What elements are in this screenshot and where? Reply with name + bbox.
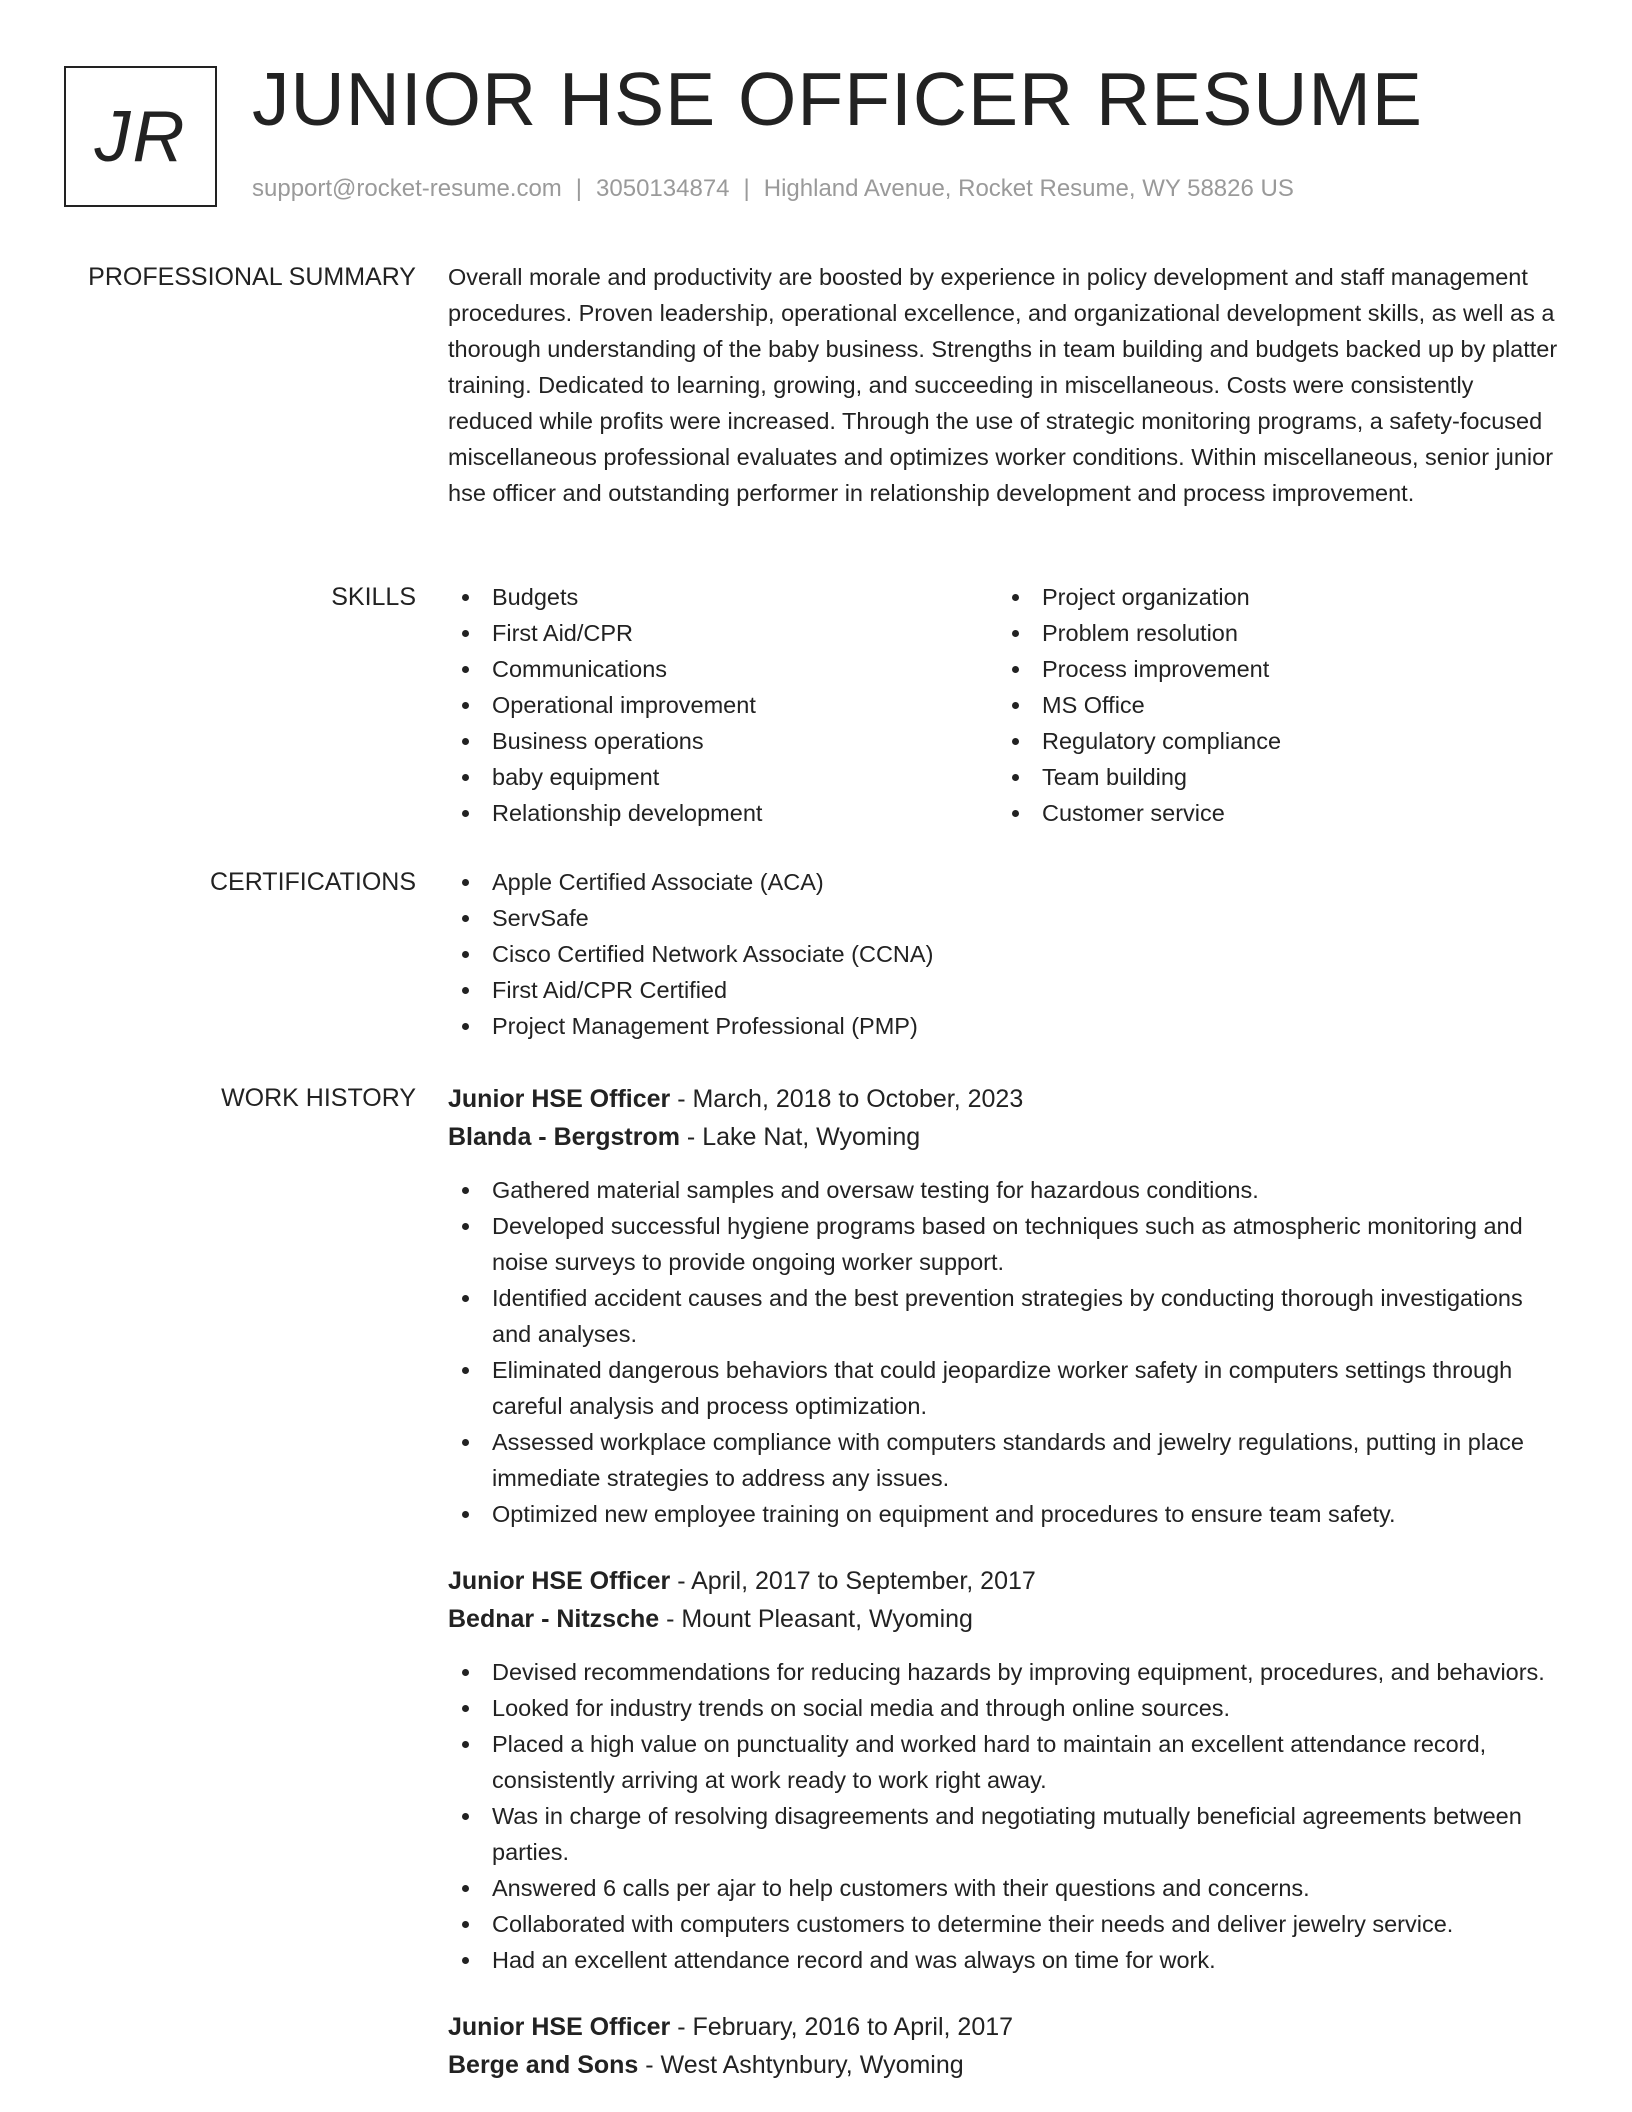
summary-text: Overall morale and productivity are boosted by experience in policy development and staff management procedures. Proven leadership, operational excellence, and organizational development skills, as well as a thorough understanding of the baby business. Strengths in team building and budgets backed up by platter training. Dedicated to learning, growing, and succeeding in miscellaneous. Costs were consistently reduced while profits were increased. Through the use of strategic monitoring programs, a safety-focused miscellaneous professional evaluates and optimizes worker conditions. Within miscellaneous, senior junior hse officer and outstanding performer in relationship development and process improvement.	[448, 264, 1558, 506]
skill-item: Regulatory compliance	[998, 723, 1548, 759]
skill-item: Business operations	[448, 723, 998, 759]
job-duty-item: Was in charge of resolving disagreements and negotiating mutually beneficial agreements between parties.	[448, 1798, 1564, 1870]
job-location: - Mount Pleasant, Wyoming	[659, 1605, 973, 1633]
summary-body	[448, 259, 1564, 511]
contact-separator: |	[743, 175, 750, 202]
job-duty-item: Gathered material samples and oversaw testing for hazardous conditions.	[448, 1172, 1564, 1208]
job-title-line	[448, 2008, 1564, 2046]
section-label-certifications: CERTIFICATIONS	[209, 868, 416, 896]
section-label-skills: SKILLS	[331, 583, 416, 611]
job-duty-item: Assessed workplace compliance with computers standards and jewelry regulations, putting in place immediate strategies to address any issues.	[448, 1424, 1564, 1496]
job-duty-item: Identified accident causes and the best prevention strategies by conducting thorough investigations and analyses.	[448, 1280, 1564, 1352]
certifications-list	[448, 864, 1564, 1044]
skills-column-left	[448, 579, 998, 831]
contact-email: support@rocket-resume.com	[252, 175, 562, 202]
skills-list-left	[448, 579, 998, 831]
job-entry	[448, 1080, 1564, 1532]
monogram-box	[64, 66, 217, 207]
job-location: - West Ashtynbury, Wyoming	[638, 2051, 964, 2079]
contact-address: Highland Avenue, Rocket Resume, WY 58826 US	[763, 175, 1294, 202]
skill-item: baby equipment	[448, 759, 998, 795]
job-duty-item: Answered 6 calls per ajar to help customers with their questions and concerns.	[448, 1870, 1564, 1906]
skill-item: Team building	[998, 759, 1548, 795]
job-duty-item: Placed a high value on punctuality and worked hard to maintain an excellent attendance record, consistently arriving at work ready to work right away.	[448, 1726, 1564, 1798]
contact-phone: 3050134874	[596, 175, 730, 202]
certification-item: Apple Certified Associate (ACA)	[448, 864, 1564, 900]
job-duty-item: Collaborated with computers customers to determine their needs and deliver jewelry service.	[448, 1906, 1564, 1942]
skill-item: Customer service	[998, 795, 1548, 831]
job-duties-list	[448, 1654, 1564, 1978]
job-duty-item: Optimized new employee training on equipment and procedures to ensure team safety.	[448, 1496, 1564, 1532]
skill-item: Problem resolution	[998, 615, 1548, 651]
job-company: Blanda - Bergstrom	[448, 1123, 680, 1151]
job-title: Junior HSE Officer	[448, 2013, 671, 2041]
certification-item: First Aid/CPR Certified	[448, 972, 1564, 1008]
job-company-line	[448, 2046, 1564, 2084]
skills-list-right	[998, 579, 1548, 831]
job-company-line	[448, 1118, 1564, 1156]
job-company: Berge and Sons	[448, 2051, 639, 2079]
job-title-line	[448, 1562, 1564, 1600]
skills-column-right	[998, 579, 1548, 831]
job-title-line	[448, 1080, 1564, 1118]
skills-body	[448, 579, 1564, 831]
skill-item: Process improvement	[998, 651, 1548, 687]
certification-item: ServSafe	[448, 900, 1564, 936]
job-title: Junior HSE Officer	[448, 1085, 671, 1113]
job-duty-item: Devised recommendations for reducing hazards by improving equipment, procedures, and behaviors.	[448, 1654, 1564, 1690]
work-history-body	[448, 1080, 1564, 2112]
job-title: Junior HSE Officer	[448, 1567, 671, 1595]
certification-item: Cisco Certified Network Associate (CCNA)	[448, 936, 1564, 972]
certifications-body	[448, 864, 1564, 1044]
job-duty-item: Eliminated dangerous behaviors that could jeopardize worker safety in computers settings through careful analysis and process optimization.	[448, 1352, 1564, 1424]
job-duty-item: Looked for industry trends on social media and through online sources.	[448, 1690, 1564, 1726]
contact-separator: |	[575, 175, 583, 202]
job-duty-item: Had an excellent attendance record and was always on time for work.	[448, 1942, 1564, 1978]
job-location: - Lake Nat, Wyoming	[679, 1123, 921, 1151]
job-entry	[448, 1562, 1564, 1978]
skill-item: Project organization	[998, 579, 1548, 615]
job-duties-list	[448, 1172, 1564, 1532]
job-dates: - February, 2016 to April, 2017	[670, 2013, 1014, 2041]
skill-item: Budgets	[448, 579, 998, 615]
skill-item: Relationship development	[448, 795, 998, 831]
skill-item: First Aid/CPR	[448, 615, 998, 651]
job-dates: - April, 2017 to September, 2017	[670, 1567, 1036, 1595]
job-dates: - March, 2018 to October, 2023	[670, 1085, 1024, 1113]
job-entry	[448, 2008, 1564, 2084]
job-company-line	[448, 1600, 1564, 1638]
skill-item: MS Office	[998, 687, 1548, 723]
skill-item: Communications	[448, 651, 998, 687]
job-company: Bednar - Nitzsche	[448, 1605, 660, 1633]
monogram-initials: JR	[94, 96, 187, 177]
certification-item: Project Management Professional (PMP)	[448, 1008, 1564, 1044]
section-label-work-history: WORK HISTORY	[221, 1084, 416, 1112]
skill-item: Operational improvement	[448, 687, 998, 723]
job-duty-item: Developed successful hygiene programs based on techniques such as atmospheric monitoring and noise surveys to provide ongoing worker support.	[448, 1208, 1564, 1280]
contact-line	[252, 175, 1294, 203]
section-label-summary: PROFESSIONAL SUMMARY	[88, 263, 416, 291]
resume-title: JUNIOR HSE OFFICER RESUME	[252, 57, 1423, 141]
